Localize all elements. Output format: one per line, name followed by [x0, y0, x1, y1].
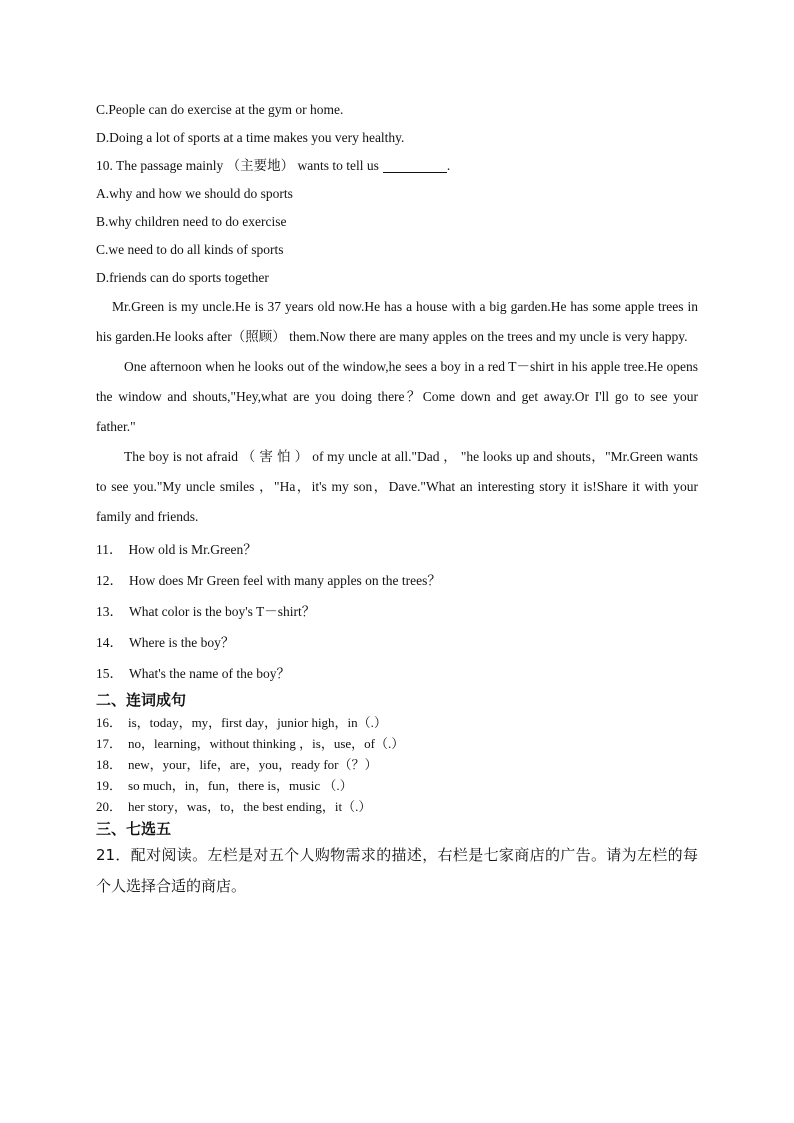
question-number: 19． — [96, 778, 123, 793]
section-3-title: 三、七选五 — [96, 819, 172, 838]
question-number: 11． — [96, 541, 123, 557]
question-number: 20． — [96, 799, 123, 814]
q10-stem-end: . — [446, 158, 451, 173]
question-19 — [96, 774, 698, 795]
question-number: 13． — [96, 603, 123, 619]
question-number: 12． — [96, 572, 123, 588]
question-14 — [96, 625, 698, 656]
question-text: How does Mr Green feel with many apples on the trees？ — [129, 572, 441, 588]
question-number: 14． — [96, 634, 123, 650]
question-13 — [96, 594, 698, 625]
question-number: 18． — [96, 757, 123, 772]
passage-paragraph-2: One afternoon when he looks out of the window,he sees a boy in a red T－shirt in his apple tree.He opens the window and shouts,"Hey,what are you doing there？Come down and get away.Or I'll go to see your father." — [96, 359, 698, 434]
question-number: 17． — [96, 736, 123, 751]
passage-paragraph-1: Mr.Green is my uncle.He is 37 years old now.He has a house with a big garden.He has some apple trees in his garden.He looks after（照顾） them.Now there are many apples on the trees and my uncle is very happy. — [96, 299, 698, 344]
question-text: Where is the boy？ — [129, 634, 235, 650]
section-2-title: 二、连词成句 — [96, 690, 187, 709]
q10-option-c: C.we need to do all kinds of sports — [96, 242, 284, 257]
question-15 — [96, 656, 698, 687]
question-17 — [96, 732, 698, 753]
question-text: is，today，my，first day，junior high，in（.） — [128, 715, 387, 730]
q10-stem-text: 10. The passage mainly （主要地） wants to tell us — [96, 158, 379, 173]
q10-option-d: D.friends can do sports together — [96, 270, 269, 285]
question-12 — [96, 563, 698, 594]
question-text: her story，was，to，the best ending，it（.） — [128, 799, 372, 814]
answer-blank — [383, 160, 447, 173]
question-text: What's the name of the boy？ — [129, 665, 291, 681]
question-18 — [96, 753, 698, 774]
q10-option-b: B.why children need to do exercise — [96, 214, 287, 229]
document-content — [96, 96, 698, 902]
question-text: so much，in，fun，there is，music （.） — [128, 778, 353, 793]
question-20 — [96, 795, 698, 816]
question-text: How old is Mr.Green？ — [128, 541, 257, 557]
q10-option-a: A.why and how we should do sports — [96, 186, 293, 201]
question-21-instruction: 21．配对阅读。左栏是对五个人购物需求的描述，右栏是七家商店的广告。请为左栏的每个人选择合适的商店。 — [96, 846, 698, 895]
q9-option-d: D.Doing a lot of sports at a time makes you very healthy. — [96, 130, 405, 145]
q10-stem — [96, 152, 698, 180]
question-number: 16． — [96, 715, 123, 730]
question-text: new，your，life，are，you，ready for（？） — [128, 757, 378, 772]
question-11 — [96, 532, 698, 563]
question-number: 15． — [96, 665, 123, 681]
question-text: What color is the boy's T－shirt？ — [129, 603, 316, 619]
question-16 — [96, 711, 698, 732]
q9-option-c: C.People can do exercise at the gym or home. — [96, 102, 344, 117]
question-text: no，learning，without thinking ，is，use，of（.） — [128, 736, 405, 751]
passage-paragraph-3: The boy is not afraid （ 害 怕 ） of my uncle at all."Dad ， "he looks up and shouts，"Mr.Green wants to see you."My uncle smiles ，"Ha，it's my son，Dave."What an interesting story it is!Share it with your family and friends. — [96, 449, 698, 524]
